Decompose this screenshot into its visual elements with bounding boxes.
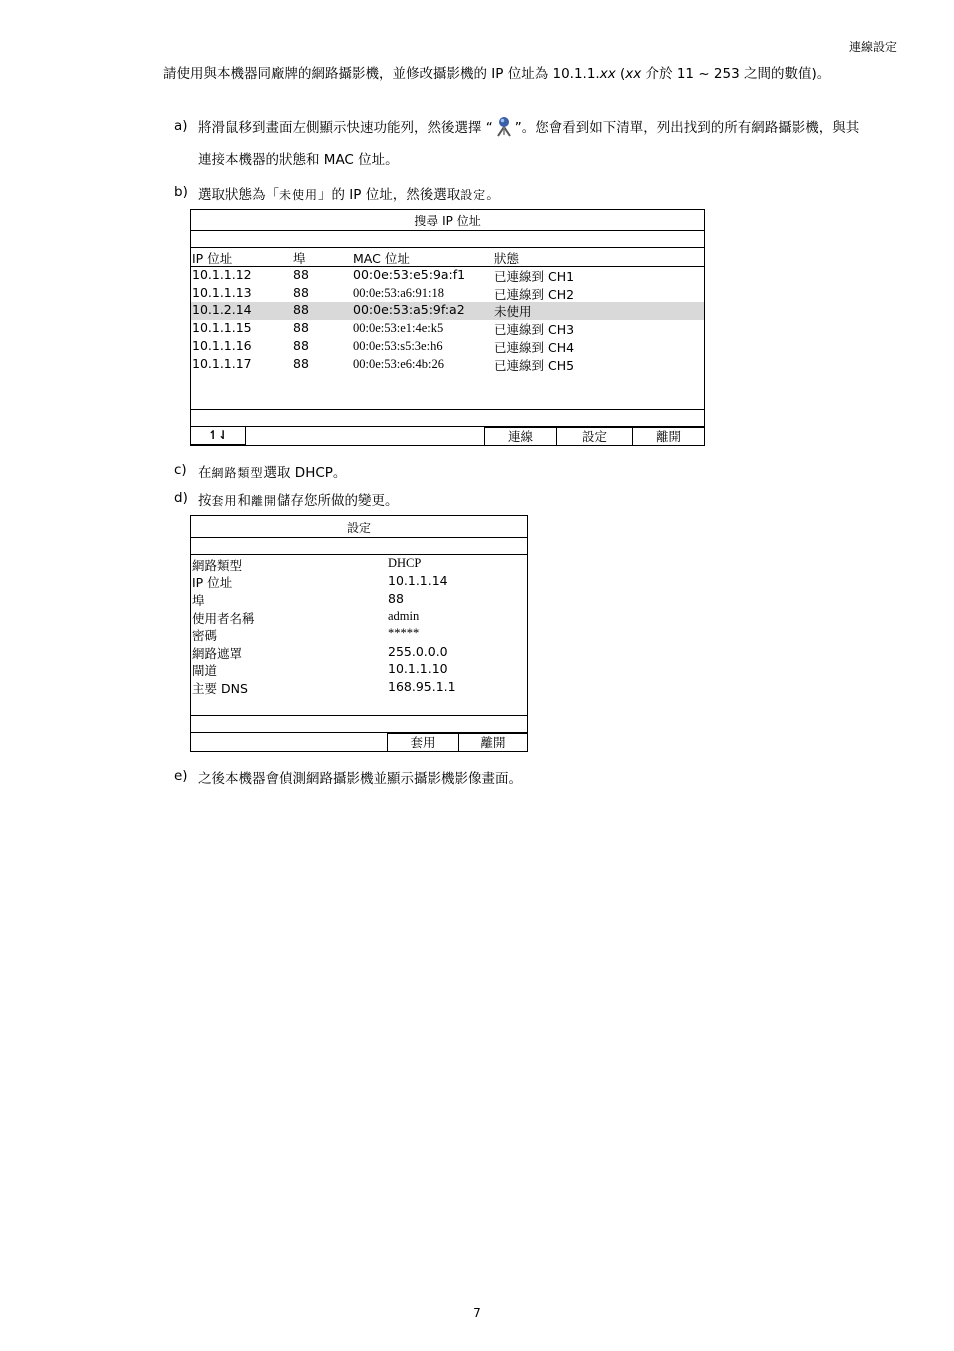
row-ip: 10.1.1.16 [192, 338, 252, 353]
step-a-text-before: 將滑鼠移到畫面左側顯示快速功能列，然後選擇 “ [198, 120, 493, 136]
settings-button[interactable]: 設定 [556, 427, 633, 446]
intro-xx-2: xx [625, 66, 642, 82]
step-a-text-after: ”。您會看到如下清單，列出找到的所有網路攝影機，與其 [514, 120, 860, 136]
row-mac: 00:0e:53:a5:9f:a2 [353, 302, 465, 317]
step-d-after: 儲存您所做的變更。 [277, 493, 399, 509]
step-e-label: e) [174, 768, 188, 784]
field-value-network-type[interactable]: DHCP [388, 556, 422, 570]
divider [191, 537, 527, 538]
intro-paragraph [163, 64, 830, 84]
settings-panel [190, 515, 528, 752]
row-mac: 00:0e:53:e6:4b:26 [353, 357, 444, 371]
search-panel-title: 搜尋 IP 位址 [414, 214, 481, 228]
row-status: 未使用 [494, 304, 532, 319]
row-port: 88 [293, 356, 309, 371]
field-label-gateway: 閘道 [192, 664, 218, 678]
divider [191, 715, 527, 716]
intro-text-middle: ( [615, 66, 626, 82]
field-value-primary-dns[interactable]: 168.95.1.1 [388, 679, 456, 694]
row-port: 88 [293, 267, 309, 282]
row-ip: 10.1.1.13 [192, 285, 252, 300]
row-status: 已連線到 CH2 [494, 287, 575, 302]
step-b-after: 。 [486, 187, 500, 203]
row-ip: 10.1.2.14 [192, 302, 252, 317]
divider [191, 230, 704, 231]
divider [191, 409, 704, 410]
row-mac: 00:0e:53:e5:9a:f1 [353, 267, 466, 282]
step-a-label: a) [174, 118, 188, 134]
row-ip: 10.1.1.15 [192, 320, 252, 335]
step-a-line2: 連接本機器的狀態和 MAC 位址。 [198, 152, 399, 168]
column-header-status: 狀態 [494, 251, 520, 266]
column-header-mac: MAC 位址 [353, 251, 410, 266]
divider [191, 554, 527, 555]
row-ip: 10.1.1.17 [192, 356, 252, 371]
step-c-text [198, 461, 346, 481]
step-c-network-type: 網路類型 [211, 466, 264, 480]
step-a-line1 [198, 116, 859, 138]
section-header: 連線設定 [848, 40, 897, 54]
step-b-middle: 」的 IP 位址，然後選取 [318, 187, 461, 203]
step-e-text: 之後本機器會偵測網路攝影機並顯示攝影機影像畫面。 [198, 771, 522, 787]
field-label-password: 密碼 [192, 629, 218, 643]
row-status: 已連線到 CH5 [494, 358, 575, 373]
field-label-netmask: 網路遮罩 [192, 647, 243, 661]
step-d-apply: 套用 [211, 494, 238, 508]
divider [191, 247, 704, 248]
leave-button[interactable]: 離開 [458, 733, 528, 752]
connect-button[interactable]: 連線 [484, 427, 557, 446]
sort-arrows-icon: ↿⇃ [207, 428, 229, 442]
row-status: 已連線到 CH3 [494, 322, 575, 337]
field-value-username[interactable]: admin [388, 609, 420, 623]
leave-button[interactable]: 離開 [632, 427, 705, 446]
field-value-netmask[interactable]: 255.0.0.0 [388, 644, 448, 659]
field-value-ip[interactable]: 10.1.1.14 [388, 573, 448, 588]
field-value-port[interactable]: 88 [388, 591, 404, 606]
step-b-status: 未使用 [279, 188, 319, 202]
step-b-label: b) [174, 184, 188, 200]
field-label-username: 使用者名稱 [192, 612, 255, 626]
step-c-label: c) [174, 462, 187, 478]
table-row-selected[interactable] [191, 302, 704, 320]
row-port: 88 [293, 338, 309, 353]
field-value-gateway[interactable]: 10.1.1.10 [388, 661, 448, 676]
column-header-ip: IP 位址 [192, 251, 233, 266]
page-number: 7 [473, 1306, 481, 1320]
intro-xx-1: xx [599, 66, 616, 82]
row-mac: 00:0e:53:e1:4e:k5 [353, 321, 444, 335]
field-label-ip: IP 位址 [192, 575, 233, 590]
row-port: 88 [293, 285, 309, 300]
network-camera-search-icon [493, 116, 515, 138]
intro-text-before: 請使用與本機器同廠牌的網路攝影機，並修改攝影機的 IP 位址為 10.1.1. [163, 66, 600, 82]
sort-toggle-button[interactable] [190, 426, 246, 445]
field-value-password[interactable]: ***** [388, 626, 420, 640]
step-d-label: d) [174, 490, 188, 506]
step-c-after: 選取 DHCP。 [263, 465, 347, 481]
search-ip-panel [190, 209, 705, 446]
row-port: 88 [293, 302, 309, 317]
intro-text-after: 介於 11 ~ 253 之間的數值)。 [641, 66, 831, 82]
row-mac: 00:0e:53:s5:3e:h6 [353, 339, 443, 353]
field-label-network-type: 網路類型 [192, 559, 243, 573]
row-ip: 10.1.1.12 [192, 267, 252, 282]
field-label-primary-dns: 主要 DNS [192, 681, 248, 696]
step-b-text [198, 183, 500, 203]
row-mac: 00:0e:53:a6:91:18 [353, 286, 444, 300]
row-status: 已連線到 CH1 [494, 269, 575, 284]
step-d-text [198, 489, 399, 509]
step-d-middle: 和 [237, 493, 252, 509]
step-b-setting: 設定 [460, 188, 487, 202]
row-status: 已連線到 CH4 [494, 340, 575, 355]
step-d-before: 按 [198, 493, 212, 509]
step-c-before: 在 [198, 465, 212, 481]
row-port: 88 [293, 320, 309, 335]
apply-button[interactable]: 套用 [387, 733, 459, 752]
field-label-port: 埠 [192, 594, 205, 608]
step-d-leave: 離開 [251, 494, 278, 508]
settings-panel-title: 設定 [346, 521, 371, 535]
column-header-port: 埠 [293, 251, 306, 266]
step-b-before: 選取狀態為「 [198, 187, 279, 203]
